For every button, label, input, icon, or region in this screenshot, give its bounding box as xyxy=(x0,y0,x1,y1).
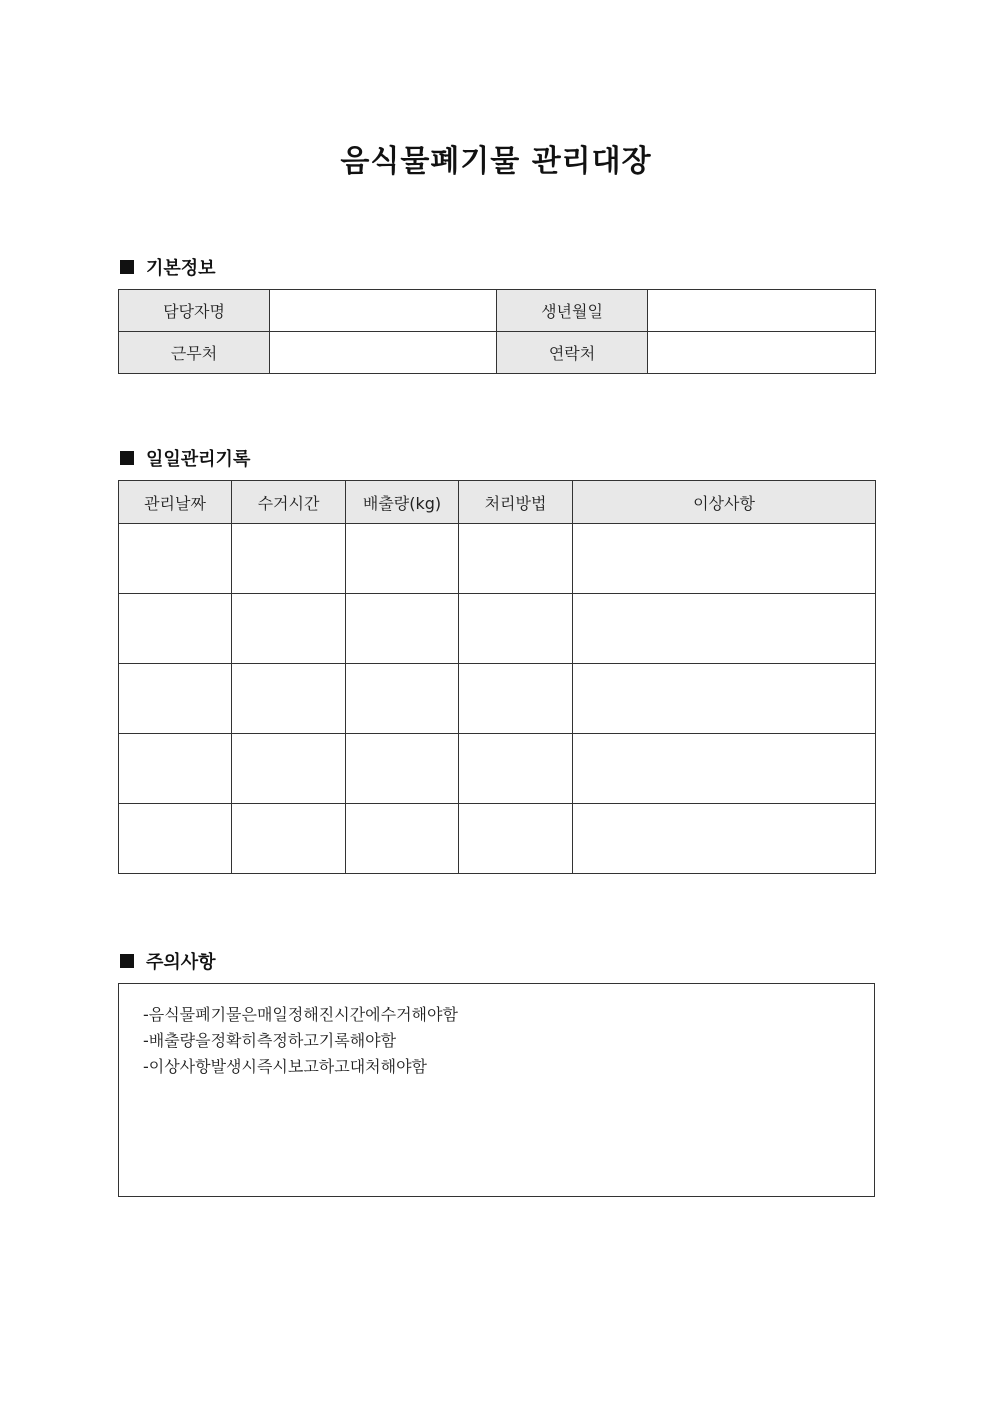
table-row xyxy=(119,290,876,332)
date-cell[interactable] xyxy=(119,524,232,594)
issues-cell[interactable] xyxy=(573,804,876,874)
pickup-time-cell[interactable] xyxy=(232,664,346,734)
section-heading-daily-log xyxy=(118,445,250,471)
page-title: 음식물폐기물 관리대장 xyxy=(340,144,652,179)
table-row xyxy=(119,734,876,804)
method-cell[interactable] xyxy=(459,524,573,594)
basic-info-table xyxy=(118,289,876,374)
workplace-field[interactable] xyxy=(270,332,497,374)
section-heading-label: 주의사항 xyxy=(146,952,216,973)
amount-cell[interactable] xyxy=(346,804,459,874)
manager-name-field[interactable] xyxy=(270,290,497,332)
column-header-method: 처리방법 xyxy=(459,481,573,524)
contact-field[interactable] xyxy=(648,332,876,374)
square-bullet-icon xyxy=(120,260,134,274)
pickup-time-cell[interactable] xyxy=(232,734,346,804)
manager-name-label: 담당자명 xyxy=(119,290,270,332)
notes-box xyxy=(118,983,875,1197)
section-heading-notes xyxy=(118,948,216,974)
amount-cell[interactable] xyxy=(346,594,459,664)
method-cell[interactable] xyxy=(459,664,573,734)
amount-cell[interactable] xyxy=(346,524,459,594)
table-row xyxy=(119,332,876,374)
table-row xyxy=(119,804,876,874)
square-bullet-icon xyxy=(120,954,134,968)
method-cell[interactable] xyxy=(459,804,573,874)
table-row xyxy=(119,524,876,594)
birthdate-label: 생년월일 xyxy=(497,290,648,332)
date-cell[interactable] xyxy=(119,804,232,874)
note-item: -배출량을정확히측정하고기록해야함 xyxy=(143,1031,397,1050)
column-header-amount: 배출량(kg) xyxy=(346,481,459,524)
date-cell[interactable] xyxy=(119,664,232,734)
date-cell[interactable] xyxy=(119,594,232,664)
column-header-pickup-time: 수거시간 xyxy=(232,481,346,524)
method-cell[interactable] xyxy=(459,594,573,664)
pickup-time-cell[interactable] xyxy=(232,804,346,874)
column-header-date: 관리날짜 xyxy=(119,481,232,524)
workplace-label: 근무처 xyxy=(119,332,270,374)
issues-cell[interactable] xyxy=(573,524,876,594)
contact-label: 연락처 xyxy=(497,332,648,374)
birthdate-field[interactable] xyxy=(648,290,876,332)
table-row xyxy=(119,664,876,734)
section-heading-basic-info xyxy=(118,254,216,280)
date-cell[interactable] xyxy=(119,734,232,804)
section-heading-label: 기본정보 xyxy=(146,258,216,279)
amount-cell[interactable] xyxy=(346,664,459,734)
daily-log-table xyxy=(118,480,876,874)
table-row xyxy=(119,594,876,664)
note-item: -이상사항발생시즉시보고하고대처해야함 xyxy=(143,1057,427,1076)
issues-cell[interactable] xyxy=(573,594,876,664)
issues-cell[interactable] xyxy=(573,734,876,804)
square-bullet-icon xyxy=(120,451,134,465)
column-header-issues: 이상사항 xyxy=(573,481,876,524)
amount-cell[interactable] xyxy=(346,734,459,804)
issues-cell[interactable] xyxy=(573,664,876,734)
method-cell[interactable] xyxy=(459,734,573,804)
table-header-row xyxy=(119,481,876,524)
notes-list xyxy=(119,984,874,1080)
pickup-time-cell[interactable] xyxy=(232,594,346,664)
note-item: -음식물폐기물은매일정해진시간에수거해야함 xyxy=(143,1005,458,1024)
section-heading-label: 일일관리기록 xyxy=(146,449,251,470)
pickup-time-cell[interactable] xyxy=(232,524,346,594)
